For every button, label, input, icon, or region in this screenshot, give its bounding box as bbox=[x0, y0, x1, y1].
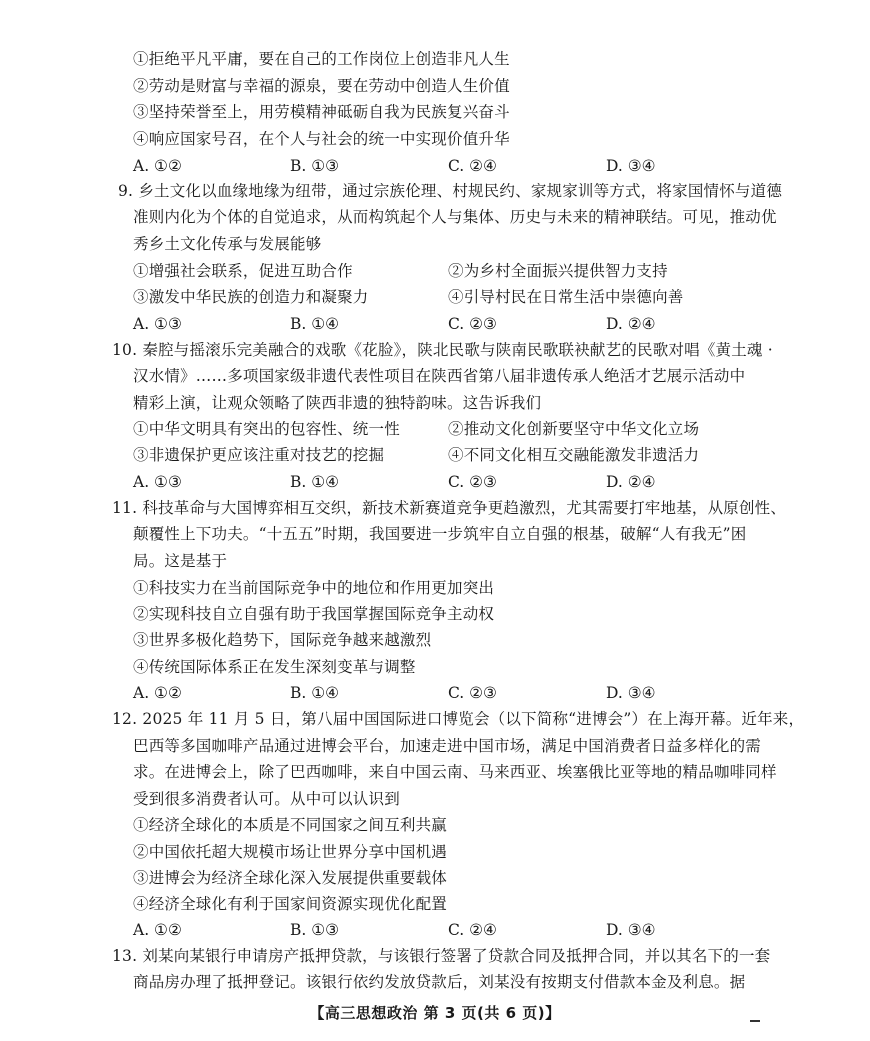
q13-stem-line-2: 商品房办理了抵押登记。该银行依约发放贷款后，刘某没有按期支付借款本金及利息。据 bbox=[133, 973, 746, 991]
q12-choice-d: D. ③④ bbox=[606, 921, 656, 939]
q11-choice-d: D. ③④ bbox=[606, 684, 656, 702]
q9-choice-a: A. ①③ bbox=[133, 315, 182, 333]
q10-choice-b: B. ①④ bbox=[290, 473, 340, 491]
q8-choice-a: A. ①② bbox=[133, 157, 182, 175]
q12-item-1: ①经济全球化的本质是不同国家之间互利共赢 bbox=[133, 816, 448, 834]
q9-item-4: ④引导村民在日常生活中崇德向善 bbox=[448, 288, 684, 306]
q10-stem-line-1: 10. 秦腔与摇滚乐完美融合的戏歌《花脸》，陕北民歌与陕南民歌联袂献艺的民歌对唱《黄土魂 · bbox=[112, 341, 773, 359]
q10-stem-line-2: 汉水情》……多项国家级非遗代表性项目在陕西省第八届非遗传承人绝活才艺展示活动中 bbox=[133, 367, 746, 385]
q8-choice-c: C. ②④ bbox=[448, 157, 497, 175]
q10-stem-line-3: 精彩上演，让观众领略了陕西非遗的独特韵味。这告诉我们 bbox=[133, 394, 542, 412]
q11-choice-a: A. ①② bbox=[133, 684, 182, 702]
q11-stem-line-2: 颠覆性上下功夫。“十五五”时期，我国要进一步筑牢自立自强的根基，破解“人有我无”困 bbox=[133, 525, 747, 543]
q12-stem-line-1: 12. 2025 年 11 月 5 日，第八届中国国际进口博览会（以下简称“进博会”）在上海开幕。近年来， bbox=[112, 710, 805, 728]
q11-item-3: ③世界多极化趋势下，国际竞争越来越激烈 bbox=[133, 631, 432, 649]
q12-choice-c: C. ②④ bbox=[448, 921, 497, 939]
q11-stem-line-1: 11. 科技革命与大国博弈相互交织，新技术新赛道竞争更趋激烈，尤其需要打牢地基，从原创性、 bbox=[112, 499, 787, 517]
q11-item-2: ②实现科技自立自强有助于我国掌握国际竞争主动权 bbox=[133, 605, 495, 623]
q10-choice-d: D. ②④ bbox=[606, 473, 656, 491]
q9-item-2: ②为乡村全面振兴提供智力支持 bbox=[448, 262, 668, 280]
q12-item-3: ③进博会为经济全球化深入发展提供重要载体 bbox=[133, 869, 448, 887]
q8-item-1: ①拒绝平凡平庸，要在自己的工作岗位上创造非凡人生 bbox=[133, 50, 510, 68]
q9-item-3: ③激发中华民族的创造力和凝聚力 bbox=[133, 288, 369, 306]
q9-choice-b: B. ①④ bbox=[290, 315, 340, 333]
q10-choice-a: A. ①③ bbox=[133, 473, 182, 491]
q12-stem-line-3: 求。在进博会上，除了巴西咖啡，来自中国云南、马来西亚、埃塞俄比亚等地的精品咖啡同样 bbox=[133, 763, 777, 781]
q11-item-4: ④传统国际体系正在发生深刻变革与调整 bbox=[133, 658, 416, 676]
q8-item-4: ④响应国家号召，在个人与社会的统一中实现价值升华 bbox=[133, 130, 510, 148]
page-footer: 【高三思想政治 第 3 页(共 6 页)】 bbox=[309, 1004, 561, 1022]
q12-choice-a: A. ①② bbox=[133, 921, 182, 939]
q12-item-4: ④经济全球化有利于国家间资源实现优化配置 bbox=[133, 895, 448, 913]
q10-item-3: ③非遗保护更应该注重对技艺的挖掘 bbox=[133, 446, 385, 464]
corner-dash-mark bbox=[750, 1020, 760, 1022]
q9-item-1: ①增强社会联系，促进互助合作 bbox=[133, 262, 353, 280]
q10-item-4: ④不同文化相互交融能激发非遗活力 bbox=[448, 446, 700, 464]
q10-item-2: ②推动文化创新要坚守中华文化立场 bbox=[448, 420, 700, 438]
q8-choice-b: B. ①③ bbox=[290, 157, 340, 175]
q11-choice-c: C. ②③ bbox=[448, 684, 497, 702]
q12-stem-line-4: 受到很多消费者认可。从中可以认识到 bbox=[133, 790, 400, 808]
q12-item-2: ②中国依托超大规模市场让世界分享中国机遇 bbox=[133, 843, 448, 861]
q10-choice-c: C. ②③ bbox=[448, 473, 497, 491]
q11-item-1: ①科技实力在当前国际竞争中的地位和作用更加突出 bbox=[133, 579, 495, 597]
q9-stem-line-3: 秀乡土文化传承与发展能够 bbox=[133, 235, 322, 253]
q8-choice-d: D. ③④ bbox=[606, 157, 656, 175]
q9-stem-line-2: 准则内化为个体的自觉追求，从而构筑起个人与集体、历史与未来的精神联结。可见，推动优 bbox=[133, 208, 777, 226]
q11-stem-line-3: 局。这是基于 bbox=[133, 552, 228, 570]
q9-choice-d: D. ②④ bbox=[606, 315, 656, 333]
q12-choice-b: B. ①③ bbox=[290, 921, 340, 939]
q13-stem-line-1: 13. 刘某向某银行申请房产抵押贷款，与该银行签署了贷款合同及抵押合同，并以其名下的一套 bbox=[112, 947, 771, 965]
q10-item-1: ①中华文明具有突出的包容性、统一性 bbox=[133, 420, 400, 438]
q9-choice-c: C. ②③ bbox=[448, 315, 497, 333]
q11-choice-b: B. ①④ bbox=[290, 684, 340, 702]
q8-item-3: ③坚持荣誉至上，用劳模精神砥砺自我为民族复兴奋斗 bbox=[133, 103, 510, 121]
q12-stem-line-2: 巴西等多国咖啡产品通过进博会平台，加速走进中国市场，满足中国消费者日益多样化的需 bbox=[133, 737, 762, 755]
q9-stem-line-1: 9. 乡土文化以血缘地缘为纽带，通过宗族伦理、村规民约、家规家训等方式，将家国情怀与道德 bbox=[118, 182, 783, 200]
q8-item-2: ②劳动是财富与幸福的源泉，要在劳动中创造人生价值 bbox=[133, 77, 510, 95]
